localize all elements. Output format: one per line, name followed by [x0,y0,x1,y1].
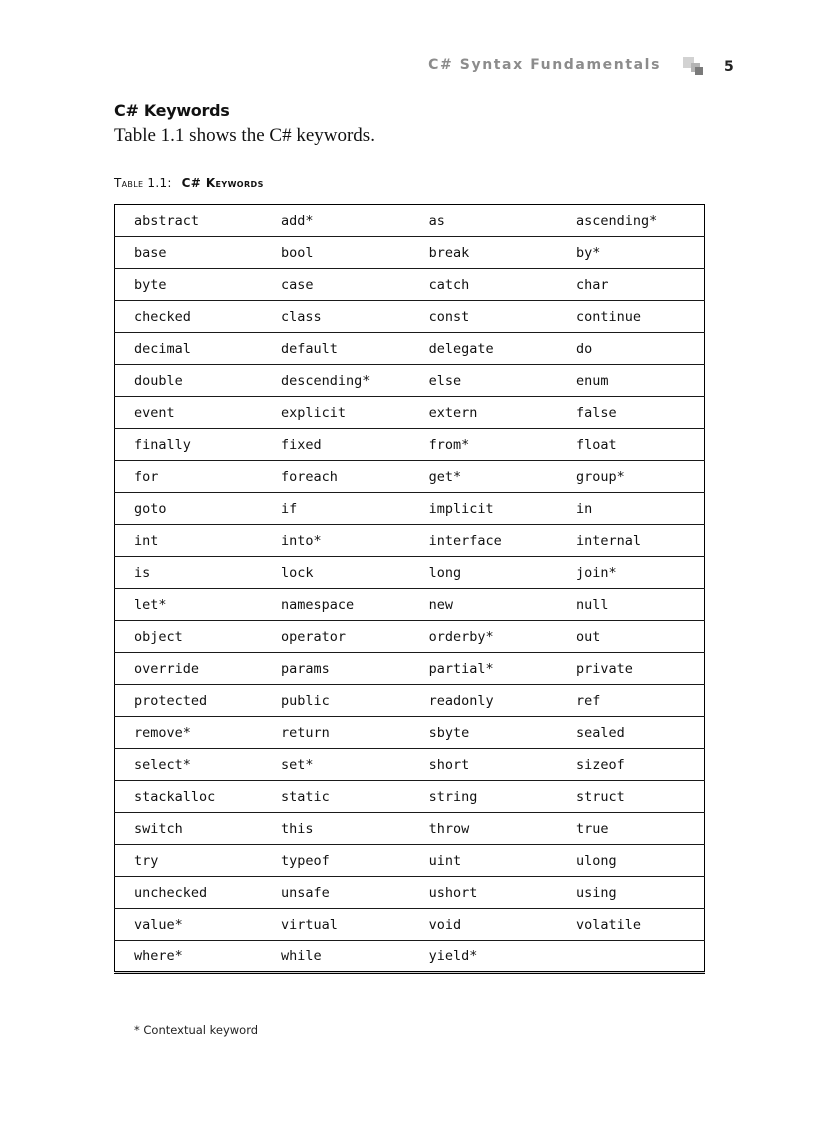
keyword-cell: int [115,525,263,557]
keyword-cell: else [410,365,557,397]
keyword-cell: long [410,557,557,589]
keyword-cell: goto [115,493,263,525]
keyword-cell: char [557,269,705,301]
keyword-cell: from* [410,429,557,461]
keyword-cell: foreach [262,461,410,493]
table-row [115,813,705,845]
keyword-cell: volatile [557,909,705,941]
keyword-cell: null [557,589,705,621]
table-row [115,397,705,429]
keyword-cell: extern [410,397,557,429]
keyword-cell: short [410,749,557,781]
keyword-cell: in [557,493,705,525]
keyword-cell: by* [557,237,705,269]
keyword-cell: byte [115,269,263,301]
keyword-cell: protected [115,685,263,717]
keyword-cell: decimal [115,333,263,365]
table-row [115,749,705,781]
table-row [115,365,705,397]
table-row [115,621,705,653]
table-row [115,301,705,333]
keyword-table [114,204,705,974]
keyword-cell: continue [557,301,705,333]
keyword-cell: partial* [410,653,557,685]
table-row [115,685,705,717]
keyword-cell: false [557,397,705,429]
table-caption-label: Table 1.1: [114,176,172,190]
keyword-cell: struct [557,781,705,813]
keyword-cell: using [557,877,705,909]
page-number: 5 [724,59,734,75]
table-row [115,653,705,685]
keyword-cell: switch [115,813,263,845]
keyword-cell: group* [557,461,705,493]
keyword-cell: if [262,493,410,525]
keyword-cell: override [115,653,263,685]
table-row [115,205,705,237]
keyword-cell: is [115,557,263,589]
keyword-cell: ascending* [557,205,705,237]
table-footnote: * Contextual keyword [134,1023,259,1037]
keyword-cell: void [410,909,557,941]
page-corner-icon [683,57,707,79]
keyword-cell: catch [410,269,557,301]
keyword-cell: static [262,781,410,813]
keyword-cell: yield* [410,941,557,973]
keyword-cell: ushort [410,877,557,909]
table-row [115,845,705,877]
keyword-cell: operator [262,621,410,653]
keyword-cell: bool [262,237,410,269]
keyword-cell: event [115,397,263,429]
keyword-cell: enum [557,365,705,397]
intro-paragraph: Table 1.1 shows the C# keywords. [114,125,375,146]
keyword-cell: sizeof [557,749,705,781]
table-row [115,909,705,941]
keyword-cell: delegate [410,333,557,365]
keyword-cell: implicit [410,493,557,525]
keyword-cell: into* [262,525,410,557]
table-row [115,941,705,973]
table-caption [114,176,264,190]
keyword-cell: break [410,237,557,269]
keyword-cell: new [410,589,557,621]
keyword-cell: set* [262,749,410,781]
keyword-cell: interface [410,525,557,557]
keyword-cell: finally [115,429,263,461]
keyword-cell: unsafe [262,877,410,909]
keyword-cell: do [557,333,705,365]
keyword-cell: abstract [115,205,263,237]
section-heading: C# Keywords [114,101,230,120]
keyword-cell: as [410,205,557,237]
keyword-cell: remove* [115,717,263,749]
keyword-cell: public [262,685,410,717]
keyword-cell: typeof [262,845,410,877]
table-row [115,269,705,301]
keyword-cell: string [410,781,557,813]
keyword-cell: sbyte [410,717,557,749]
keyword-cell: readonly [410,685,557,717]
keyword-cell: join* [557,557,705,589]
keyword-cell: let* [115,589,263,621]
keyword-cell: out [557,621,705,653]
keyword-cell: return [262,717,410,749]
keyword-cell: for [115,461,263,493]
table-row [115,493,705,525]
keyword-cell: select* [115,749,263,781]
keyword-cell: internal [557,525,705,557]
keyword-cell: add* [262,205,410,237]
keyword-cell: fixed [262,429,410,461]
keyword-cell: stackalloc [115,781,263,813]
table-row [115,429,705,461]
keyword-cell: throw [410,813,557,845]
keyword-cell: descending* [262,365,410,397]
keyword-cell: base [115,237,263,269]
table-row [115,461,705,493]
keyword-cell: namespace [262,589,410,621]
table-row [115,717,705,749]
keyword-cell: try [115,845,263,877]
running-head [0,57,816,81]
keyword-cell: get* [410,461,557,493]
chapter-title: C# Syntax Fundamentals [428,57,661,73]
keyword-cell: explicit [262,397,410,429]
keyword-cell: lock [262,557,410,589]
keyword-cell: unchecked [115,877,263,909]
keyword-cell: double [115,365,263,397]
table-caption-title: C# Keywords [181,176,264,190]
keyword-cell: private [557,653,705,685]
keyword-cell: sealed [557,717,705,749]
table-row [115,237,705,269]
table-row [115,589,705,621]
table-row [115,525,705,557]
table-row [115,877,705,909]
keyword-cell: case [262,269,410,301]
keyword-cell: params [262,653,410,685]
table-row [115,557,705,589]
keyword-cell: while [262,941,410,973]
keyword-cell: const [410,301,557,333]
keyword-cell: orderby* [410,621,557,653]
keyword-cell: where* [115,941,263,973]
keyword-cell: ulong [557,845,705,877]
keyword-cell: value* [115,909,263,941]
keyword-cell: class [262,301,410,333]
keyword-cell: virtual [262,909,410,941]
table-row [115,781,705,813]
keyword-cell [557,941,705,973]
keyword-cell: float [557,429,705,461]
keyword-cell: ref [557,685,705,717]
keyword-cell: this [262,813,410,845]
table-row [115,333,705,365]
keyword-cell: default [262,333,410,365]
keyword-cell: checked [115,301,263,333]
keyword-cell: true [557,813,705,845]
keyword-cell: object [115,621,263,653]
keyword-cell: uint [410,845,557,877]
